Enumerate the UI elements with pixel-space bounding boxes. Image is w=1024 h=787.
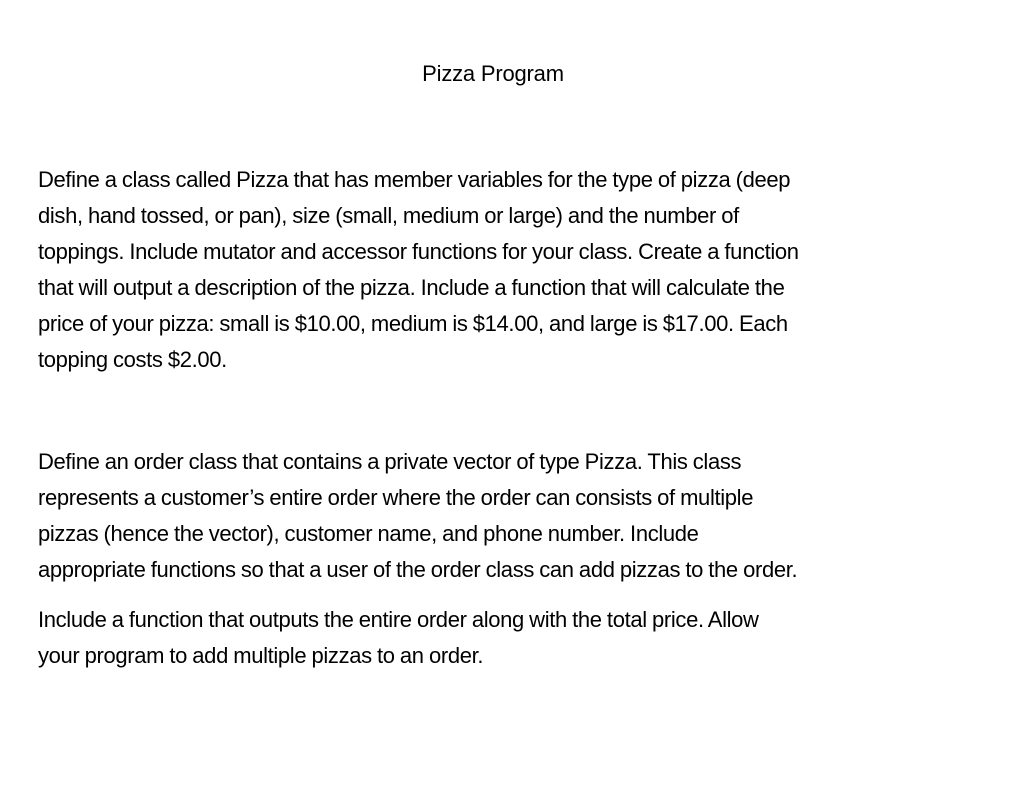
text-line: pizzas (hence the vector), customer name, and phone number. Include (38, 521, 699, 546)
text-line: dish, hand tossed, or pan), size (small, medium or large) and the number of (38, 203, 739, 228)
text-line: price of your pizza: small is $10.00, medium is $14.00, and large is $17.00. Each (38, 311, 788, 336)
text-line: Include a function that outputs the entire order along with the total price. Allow (38, 607, 759, 632)
text-line: Define an order class that contains a private vector of type Pizza. This class (38, 449, 742, 474)
text-line: your program to add multiple pizzas to an order. (38, 643, 484, 668)
paragraph-pizza-class (38, 162, 958, 378)
text-line: toppings. Include mutator and accessor functions for your class. Create a function (38, 239, 799, 264)
text-line: topping costs $2.00. (38, 347, 227, 372)
text-line: Define a class called Pizza that has member variables for the type of pizza (deep (38, 167, 791, 192)
text-line: appropriate functions so that a user of the order class can add pizzas to the order. (38, 557, 798, 582)
paragraph-order-class (38, 444, 958, 588)
text-line: that will output a description of the pizza. Include a function that will calculate the (38, 275, 785, 300)
text-line: represents a customer’s entire order where the order can consists of multiple (38, 485, 754, 510)
paragraph-output-order (38, 602, 958, 674)
page-title: Pizza Program (422, 61, 564, 86)
